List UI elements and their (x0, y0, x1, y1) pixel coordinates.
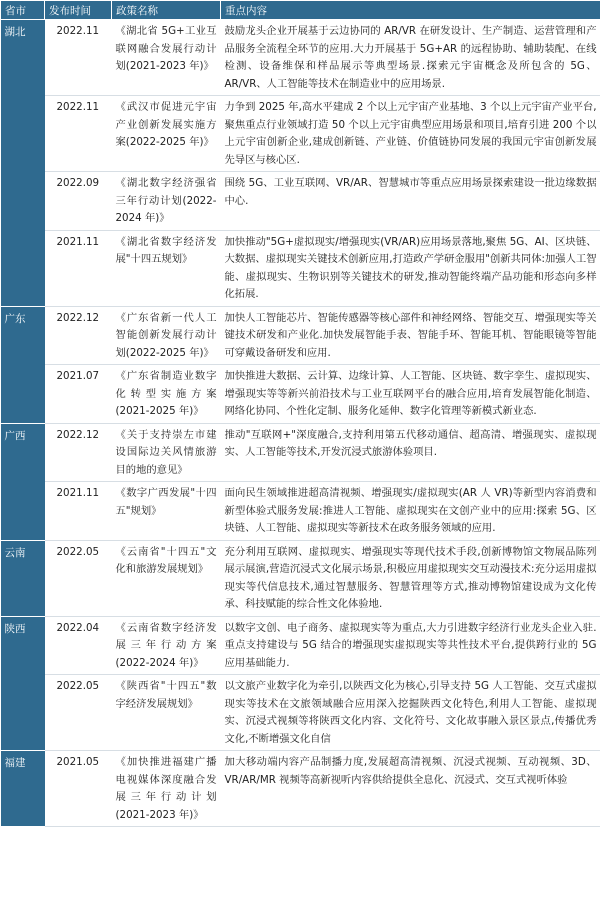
header-key-content: 重点内容 (221, 1, 600, 20)
table-body (1, 20, 600, 827)
province-cell: 广东 (1, 306, 45, 423)
policy-name-cell: 《陕西省"十四五"数字经济发展规划》 (112, 675, 221, 751)
policy-name-cell: 《云南省"十四五"文化和旅游发展规划》 (112, 540, 221, 616)
key-content-cell: 充分利用互联网、虚拟现实、增强现实等现代技术手段,创新博物馆文物展品陈列展示展演,营造沉浸式文化展示场景,积极应用虚拟现实交互动漫技术:充分运用虚拟现实等代信息技术,通过智慧服务、智慧管理等方式,推动博物馆建设成为文化传承、科技赋能的综合性文化体验地. (221, 540, 600, 616)
province-cell: 陕西 (1, 616, 45, 751)
key-content-cell: 力争到 2025 年,高水平建成 2 个以上元宇宙产业基地、3 个以上元宇宙产业平台,聚焦重点行业领域打造 50 个以上元宇宙典型应用场景和项目,培育引进 200 个以上元宇宙创新企业,建成创新链、产业链、价值链协同发展的我国元宇宙创新发展先导区与核心区. (221, 96, 600, 172)
province-cell: 湖北 (1, 20, 45, 307)
key-content-cell: 面向民生领域推进超高清视频、增强现实/虚拟现实(AR 人 VR)等新型内容消费和新型体验式服务发展:推进人工智能、虚拟现实在文创产业中的应用:探索 5G、区块链、人工智能、虚拟现实等新技术在政务服务领域的应用. (221, 482, 600, 541)
table-row (1, 540, 600, 616)
date-cell: 2022.11 (45, 96, 112, 172)
header-date: 发布时间 (45, 1, 112, 20)
table-row (1, 306, 600, 365)
policy-name-cell: 《广东省制造业数字化转型实施方案(2021-2025 年)》 (112, 365, 221, 424)
policy-name-cell: 《加快推进福建广播电视媒体深度融合发展三年行动计划(2021-2023 年)》 (112, 751, 221, 827)
key-content-cell: 以文旅产业数字化为牵引,以陕西文化为核心,引导支持 5G 人工智能、交互式虚拟现实等技术在文旅领域融合应用深入挖掘陕西文化特色,利用人工智能、虚拟现实、沉浸式视频等将陕西文化内容、文化符号、文化故事融入景区景点,传播优秀文化,不断增强文化自信 (221, 675, 600, 751)
table-row (1, 616, 600, 675)
table-row (1, 482, 600, 541)
policy-name-cell: 《武汉市促进元宇宙产业创新发展实施方案(2022-2025 年)》 (112, 96, 221, 172)
key-content-cell: 加快人工智能芯片、智能传感器等核心部件和神经网络、智能交互、增强现实等关键技术研发和产业化.加快发展智能手表、智能手环、智能耳机、智能眼镜等智能可穿戴设备研发和应用. (221, 306, 600, 365)
table-row (1, 96, 600, 172)
table-row (1, 751, 600, 827)
date-cell: 2022.09 (45, 172, 112, 231)
date-cell: 2022.04 (45, 616, 112, 675)
date-cell: 2021.11 (45, 482, 112, 541)
table-row (1, 172, 600, 231)
policy-name-cell: 《广东省新一代人工智能创新发展行动计划(2022-2025 年)》 (112, 306, 221, 365)
table-row (1, 20, 600, 96)
key-content-cell: 鼓励龙头企业开展基于云边协同的 AR/VR 在研发设计、生产制造、运营管理和产品服务全流程全环节的应用.大力开展基于 5G+AR 的远程协助、辅助装配、在线检测、设备维保和样品展示等典型场景.探索元宇宙概念及所包含的 5G、AR/VR、人工智能等技术在制造业中的应用场景. (221, 20, 600, 96)
table-row (1, 230, 600, 306)
table-row (1, 423, 600, 482)
key-content-cell: 加快推动"5G+虚拟现实/增强现实(VR/AR)应用场景落地,聚焦 5G、AI、区块链、大数据、虚拟现实关键技术创新应用,打造政产学研金服用"创新共同体:加强人工智能、虚拟现实、生物识别等关键技术的研发,推动智能终端产品功能和形态向多样化拓展. (221, 230, 600, 306)
key-content-cell: 加大移动端内容产品制播力度,发展超高清视频、沉浸式视频、互动视频、3D、VR/AR/MR 视频等高新视听内容供给提供全息化、沉浸式、交互式视听体验 (221, 751, 600, 827)
date-cell: 2021.11 (45, 230, 112, 306)
policy-name-cell: 《云南省数字经济发展三年行动方案(2022-2024 年)》 (112, 616, 221, 675)
key-content-cell: 加快推进大数据、云计算、边缘计算、人工智能、区块链、数字孪生、虚拟现实、增强现实等等新兴前沿技术与工业互联网平台的融合应用,培育发展智能化制造、网络化协同、个性化定制、服务化延伸、数字化管理等新模式新业态. (221, 365, 600, 424)
table-row (1, 365, 600, 424)
province-cell: 福建 (1, 751, 45, 827)
province-cell: 广西 (1, 423, 45, 540)
policy-name-cell: 《数字广西发展"十四五"规划》 (112, 482, 221, 541)
policy-name-cell: 《关于支持崇左市建设国际边关风情旅游目的地的意见》 (112, 423, 221, 482)
key-content-cell: 围绕 5G、工业互联网、VR/AR、智慧城市等重点应用场景探索建设一批边缘数据中心. (221, 172, 600, 231)
date-cell: 2022.12 (45, 306, 112, 365)
date-cell: 2021.05 (45, 751, 112, 827)
date-cell: 2022.05 (45, 540, 112, 616)
date-cell: 2022.05 (45, 675, 112, 751)
policy-name-cell: 《湖北数字经济强省三年行动计划(2022-2024 年)》 (112, 172, 221, 231)
header-province: 省市 (1, 1, 45, 20)
date-cell: 2022.12 (45, 423, 112, 482)
header-policy-name: 政策名称 (112, 1, 221, 20)
key-content-cell: 以数字文创、电子商务、虚拟现实等为重点,大力引进数字经济行业龙头企业入驻.重点支持建设与 5G 结合的增强现实虚拟现实等共性技术平台,提供跨行业的 5G 应用基础能力. (221, 616, 600, 675)
date-cell: 2022.11 (45, 20, 112, 96)
policy-name-cell: 《湖北省数字经济发展"十四五规划》 (112, 230, 221, 306)
table-header-row (1, 1, 600, 20)
date-cell: 2021.07 (45, 365, 112, 424)
key-content-cell: 推动"互联网+"深度融合,支持利用第五代移动通信、超高清、增强现实、虚拟现实、人工智能等技术,开发沉浸式旅游体验项目. (221, 423, 600, 482)
policy-name-cell: 《湖北省 5G+工业互联网融合发展行动计划(2021-2023 年)》 (112, 20, 221, 96)
table-row (1, 675, 600, 751)
province-cell: 云南 (1, 540, 45, 616)
